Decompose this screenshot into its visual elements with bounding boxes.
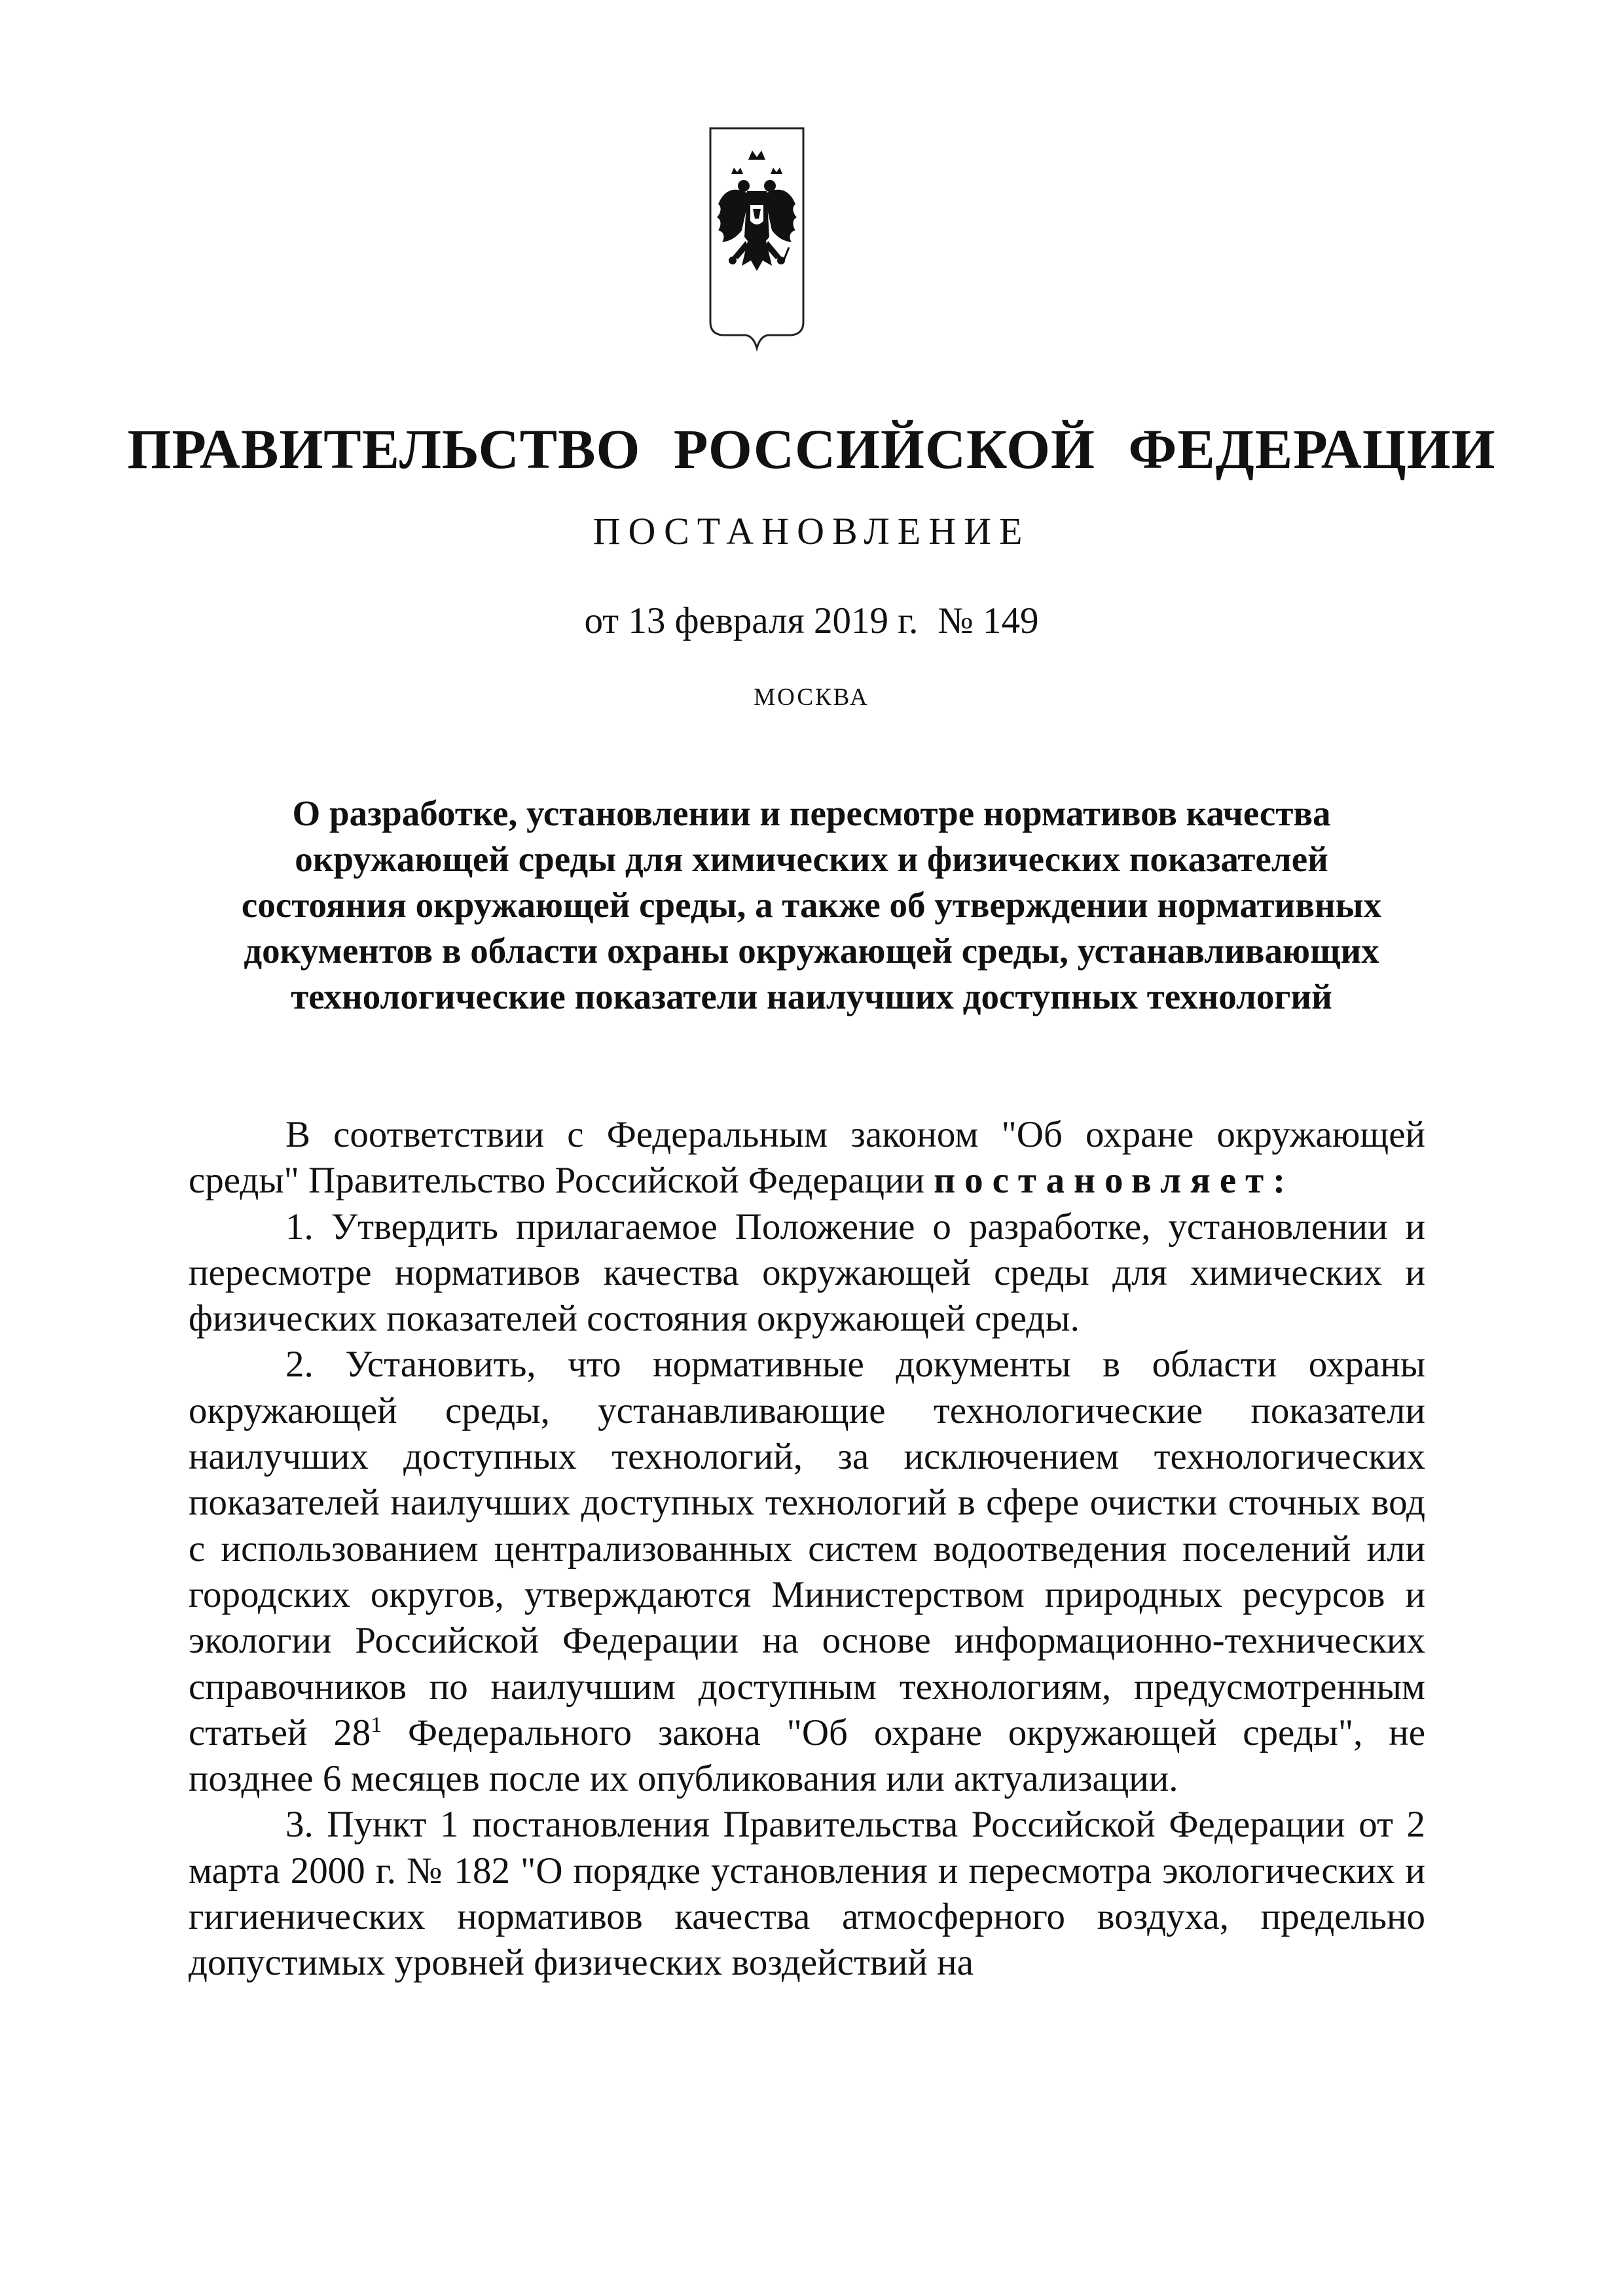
- preamble-text: В соответствии с Федеральным законом "Об охране окружающей среды" Правительство Российской Федерации: [189, 1114, 1425, 1202]
- decides-word: постановляет:: [934, 1160, 1295, 1202]
- document-title-line: документов в области охраны окружающей среды, устанавливающих: [244, 931, 1379, 971]
- item-2-paragraph: [189, 1342, 1425, 1802]
- document-title-line: О разработке, установлении и пересмотре нормативов качества: [292, 793, 1331, 833]
- document-title: [0, 791, 1623, 1020]
- decree-date: от 13 февраля 2019 г.: [584, 600, 919, 641]
- decree-number: № 149: [938, 600, 1039, 641]
- article-superscript: 1: [371, 1712, 382, 1737]
- document-type: ПОСТАНОВЛЕНИЕ: [593, 510, 1030, 552]
- preamble-paragraph: [189, 1112, 1425, 1204]
- decree-city: МОСКВА: [754, 684, 869, 711]
- item-1-paragraph: 1. Утвердить прилагаемое Положение о разработке, установлении и пересмотре нормативов качества окружающей среды для химических и физических показателей состояния окружающей среды.: [189, 1206, 1425, 1340]
- government-title-word: ПРАВИТЕЛЬСТВО: [127, 418, 641, 480]
- document-title-line: окружающей среды для химических и физических показателей: [295, 839, 1328, 879]
- government-title-word: РОССИЙСКОЙ: [673, 418, 1095, 480]
- decree-date-number: [0, 600, 1623, 642]
- item-3-paragraph: 3. Пункт 1 постановления Правительства Российской Федерации от 2 марта 2000 г. № 182 "О порядке установления и пересмотра экологических и гигиенических нормативов качества атмосферного воздуха, предельно допустимых уровней физических воздействий на: [189, 1804, 1425, 1984]
- russian-coat-of-arms-icon: [708, 126, 806, 360]
- document-title-line: технологические показатели наилучших доступных технологий: [291, 977, 1332, 1016]
- government-title-word: ФЕДЕРАЦИИ: [1128, 418, 1496, 480]
- item-2-text-continued: Федерального закона "Об охране окружающей среды", не позднее 6 месяцев после их опубликования или актуализации.: [189, 1712, 1426, 1800]
- document-body: [189, 1112, 1425, 1986]
- item-2-text: 2. Установить, что нормативные документы в области охраны окружающей среды, устанавливающие технологические показатели наилучших доступных технологий, за исключением технологических показателей наилучших доступных технологий в сфере очистки сточных вод с использованием централизованных систем водоотведения поселений или городских округов, утверждаются Министерством природных ресурсов и экологии Российской Федерации на основе информационно-технических справочников по наилучшим доступным технологиям, предусмотренным статьей 28: [189, 1344, 1425, 1753]
- government-title: [0, 416, 1623, 482]
- document-title-line: состояния окружающей среды, а также об утверждении нормативных: [241, 885, 1382, 925]
